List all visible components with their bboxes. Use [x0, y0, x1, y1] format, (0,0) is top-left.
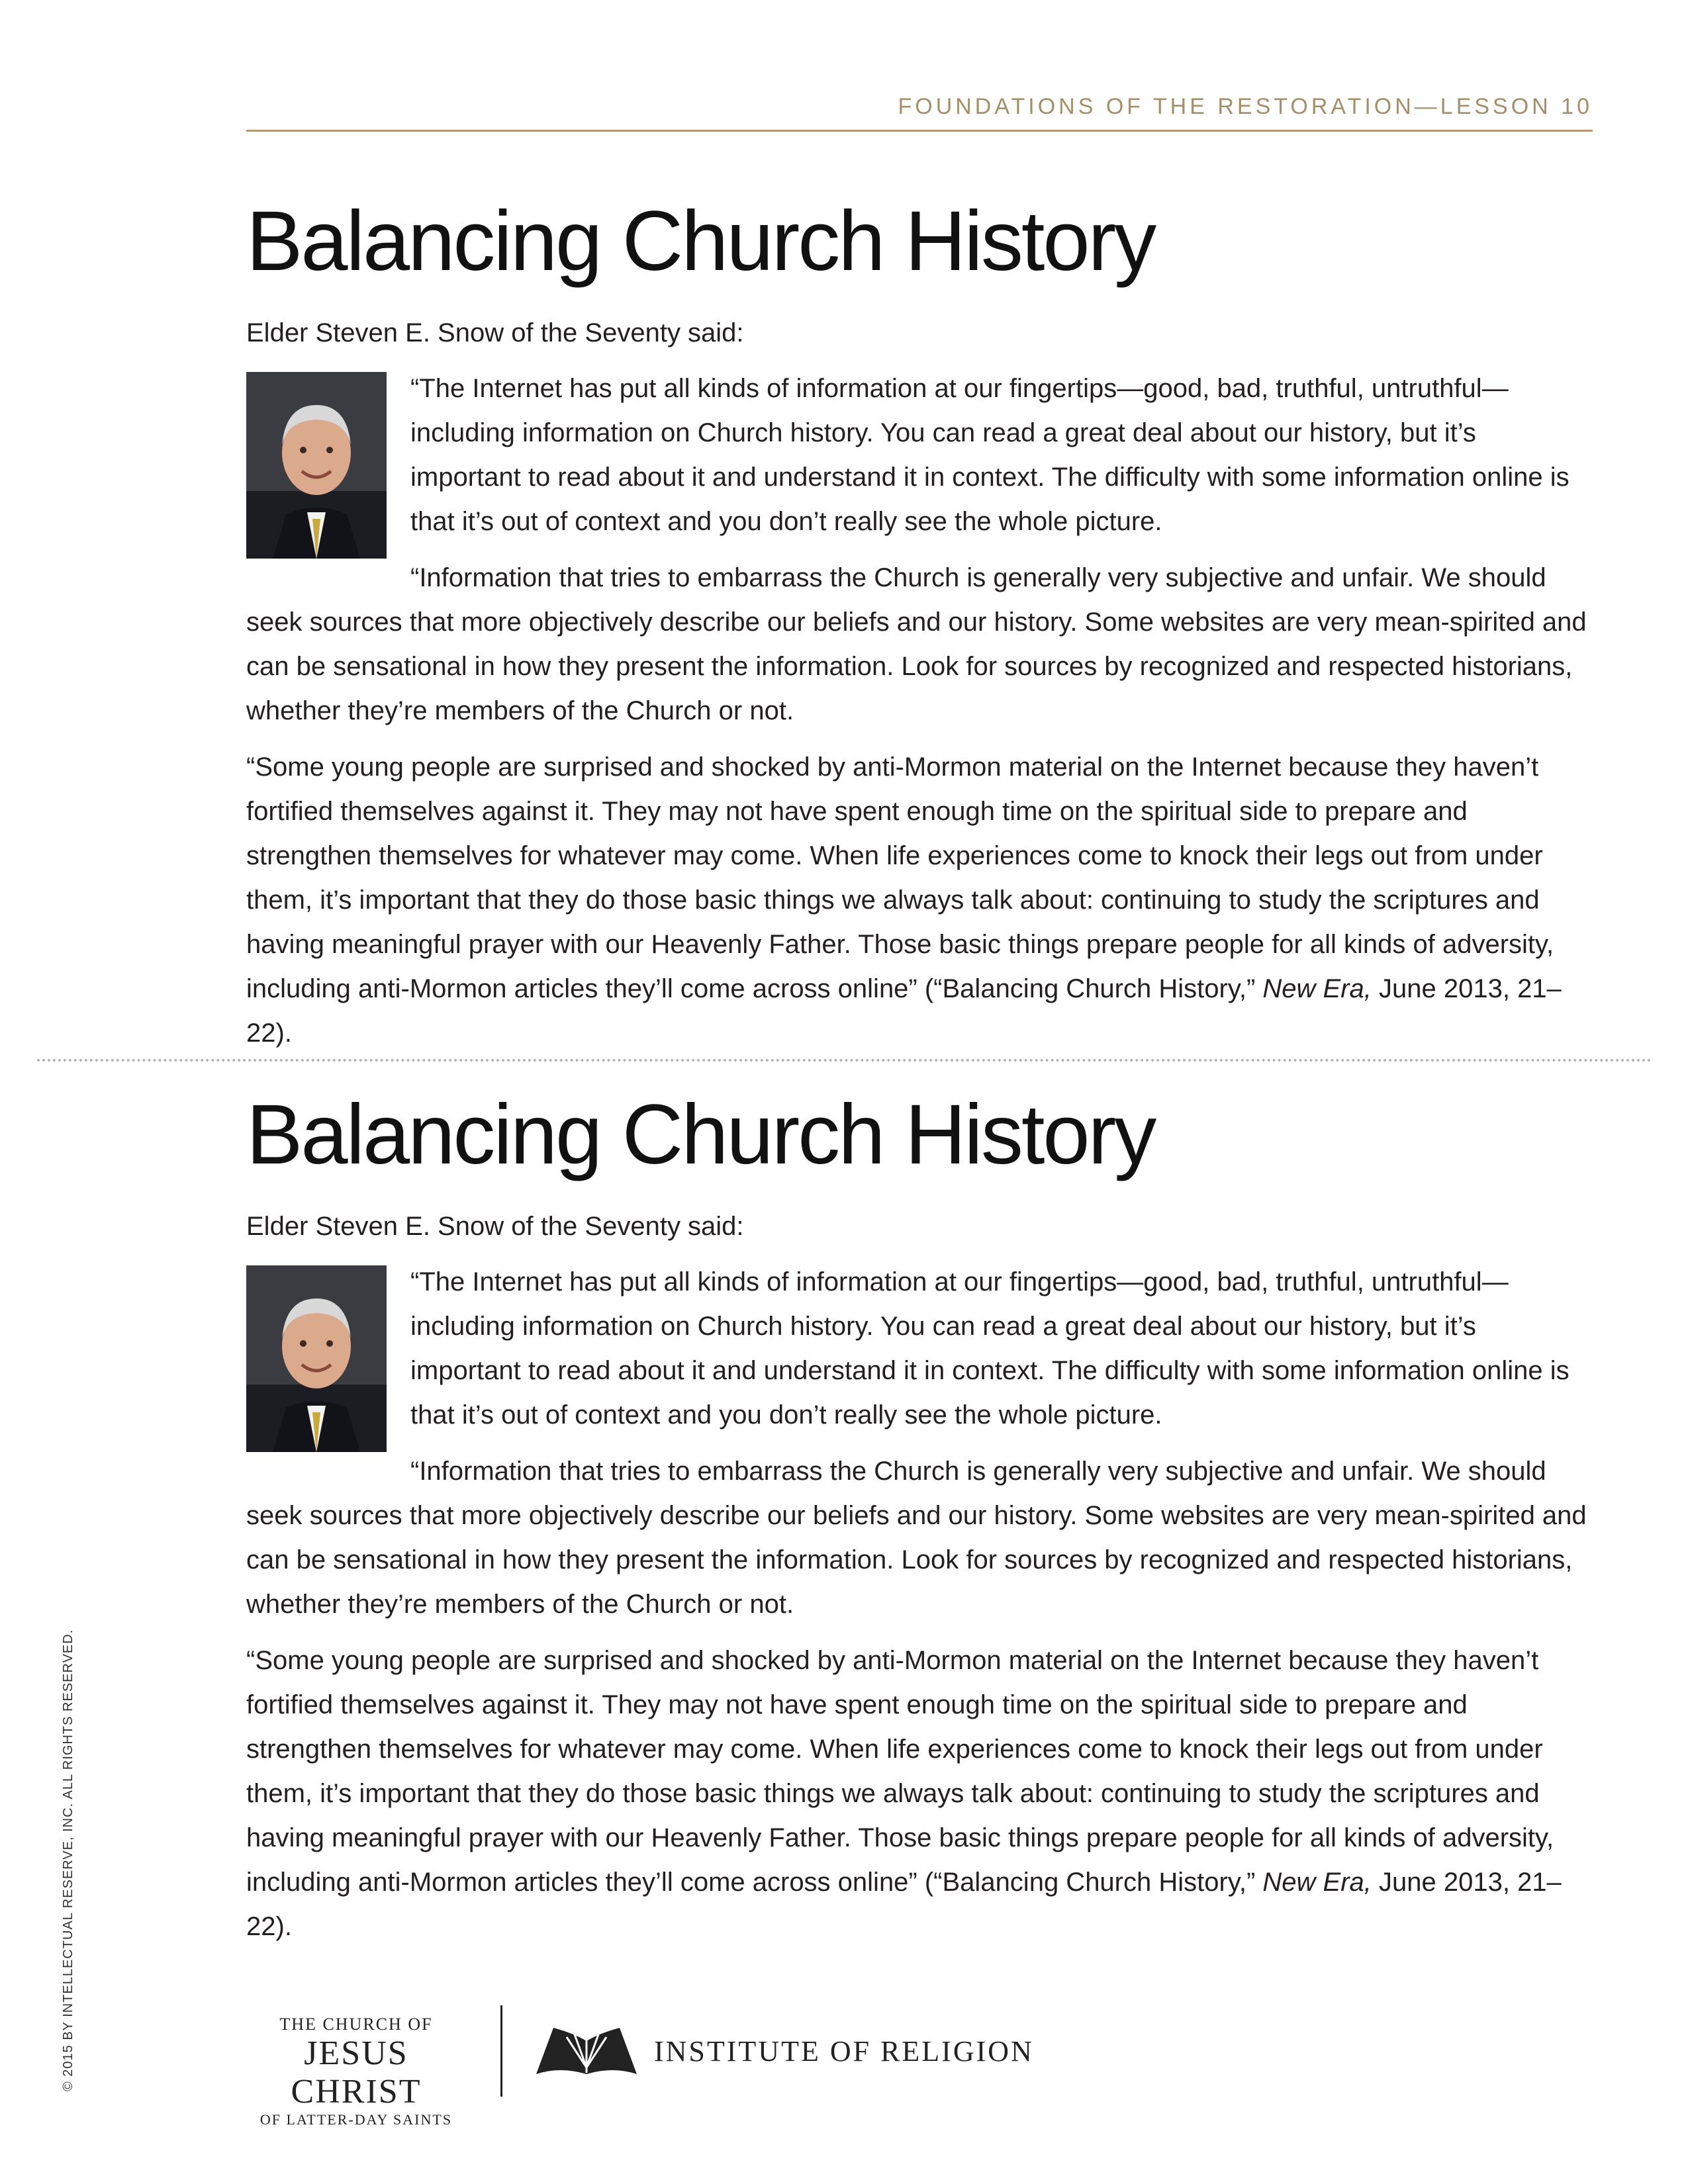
section-title: Balancing Church History — [246, 194, 1155, 289]
speaker-portrait — [246, 372, 387, 559]
speaker-intro: Elder Steven E. Snow of the Seventy said: — [246, 1212, 744, 1241]
lesson-header-text: FOUNDATIONS OF THE RESTORATION—LESSON 10 — [898, 94, 1593, 119]
church-logo-bottom: OF LATTER-DAY SAINTS — [259, 2111, 453, 2128]
quote-paragraph-2: “Information that tries to embarrass the Church is generally very subjective and unfair. We should seek sources that more objectively describe our beliefs and our history. Some websites are very mean-spirited and can be sensational in how they present the information. Look for sources by recognized and respected historians, whether they’re members of the Church or not. — [246, 1457, 1587, 1619]
cut-line-divider — [37, 1059, 1652, 1062]
church-logo — [244, 2015, 469, 2128]
citation-source: New Era, — [1262, 1868, 1372, 1897]
quote-paragraph-1: “The Internet has put all kinds of information at our fingertips—good, bad, truthful, untruthful—including information on Church history. You can read a great deal about our history, but it’s important to read about it and understand it in context. The difficulty with some information online is that it’s out of context and you don’t really see the whole picture. — [410, 1267, 1570, 1430]
quote-paragraph-1: “The Internet has put all kinds of information at our fingertips—good, bad, truthful, untruthful—including information on Church history. You can read a great deal about our history, but it’s important to read about it and understand it in context. The difficulty with some information online is that it’s out of context and you don’t really see the whole picture. — [410, 374, 1570, 536]
section-title: Balancing Church History — [246, 1087, 1155, 1182]
church-logo-top: THE CHURCH OF — [279, 2015, 433, 2034]
page-footer — [244, 2005, 1038, 2128]
quote-block — [246, 1260, 1593, 1949]
open-book-icon — [534, 2021, 639, 2078]
citation-end: June 2013, 21–22). — [246, 1868, 1562, 1941]
quote-paragraph-2: “Information that tries to embarrass the Church is generally very subjective and unfair. We should seek sources that more objectively describe our beliefs and our history. Some websites are very mean-spirited and can be sensational in how they present the information. Look for sources by recognized and respected historians, whether they’re members of the Church or not. — [246, 563, 1587, 725]
citation-source: New Era, — [1262, 974, 1372, 1003]
citation-end: June 2013, 21–22). — [246, 974, 1562, 1048]
page-header — [246, 94, 1593, 132]
speaker-intro: Elder Steven E. Snow of the Seventy said: — [246, 318, 744, 347]
institute-of-religion-text: INSTITUTE OF RELIGION — [654, 2035, 1034, 2068]
quote-paragraph-3 — [246, 745, 1593, 1056]
handout-section-2 — [246, 1087, 1593, 1949]
footer-divider — [500, 2005, 502, 2097]
church-logo-main: JESUS CHRIST — [291, 2034, 422, 2111]
handout-section-1 — [246, 194, 1593, 1056]
quote-paragraph-3-main: “Some young people are surprised and shocked by anti-Mormon material on the Internet because they haven’t fortified themselves against it. They may not have spent enough time on the spiritual side to prepare and strengthen themselves for whatever may come. When life experiences come to knock their legs out from under them, it’s important that they do those basic things we always talk about: continuing to study the scriptures and having meaningful prayer with our Heavenly Father. Those basic things prepare people for all kinds of adversity, including anti-Mormon articles they’ll come across online” (“Balancing Church History,” — [246, 1646, 1554, 1897]
speaker-portrait — [246, 1265, 387, 1452]
quote-paragraph-3 — [246, 1639, 1593, 1949]
copyright-notice: © 2015 BY INTELLECTUAL RESERVE, INC. ALL RIGHTS RESERVED. — [61, 1629, 75, 2091]
quote-block — [246, 367, 1593, 1056]
quote-paragraph-3-main: “Some young people are surprised and shocked by anti-Mormon material on the Internet because they haven’t fortified themselves against it. They may not have spent enough time on the spiritual side to prepare and strengthen themselves for whatever may come. When life experiences come to knock their legs out from under them, it’s important that they do those basic things we always talk about: continuing to study the scriptures and having meaningful prayer with our Heavenly Father. Those basic things prepare people for all kinds of adversity, including anti-Mormon articles they’ll come across online” (“Balancing Church History,” — [246, 752, 1554, 1003]
